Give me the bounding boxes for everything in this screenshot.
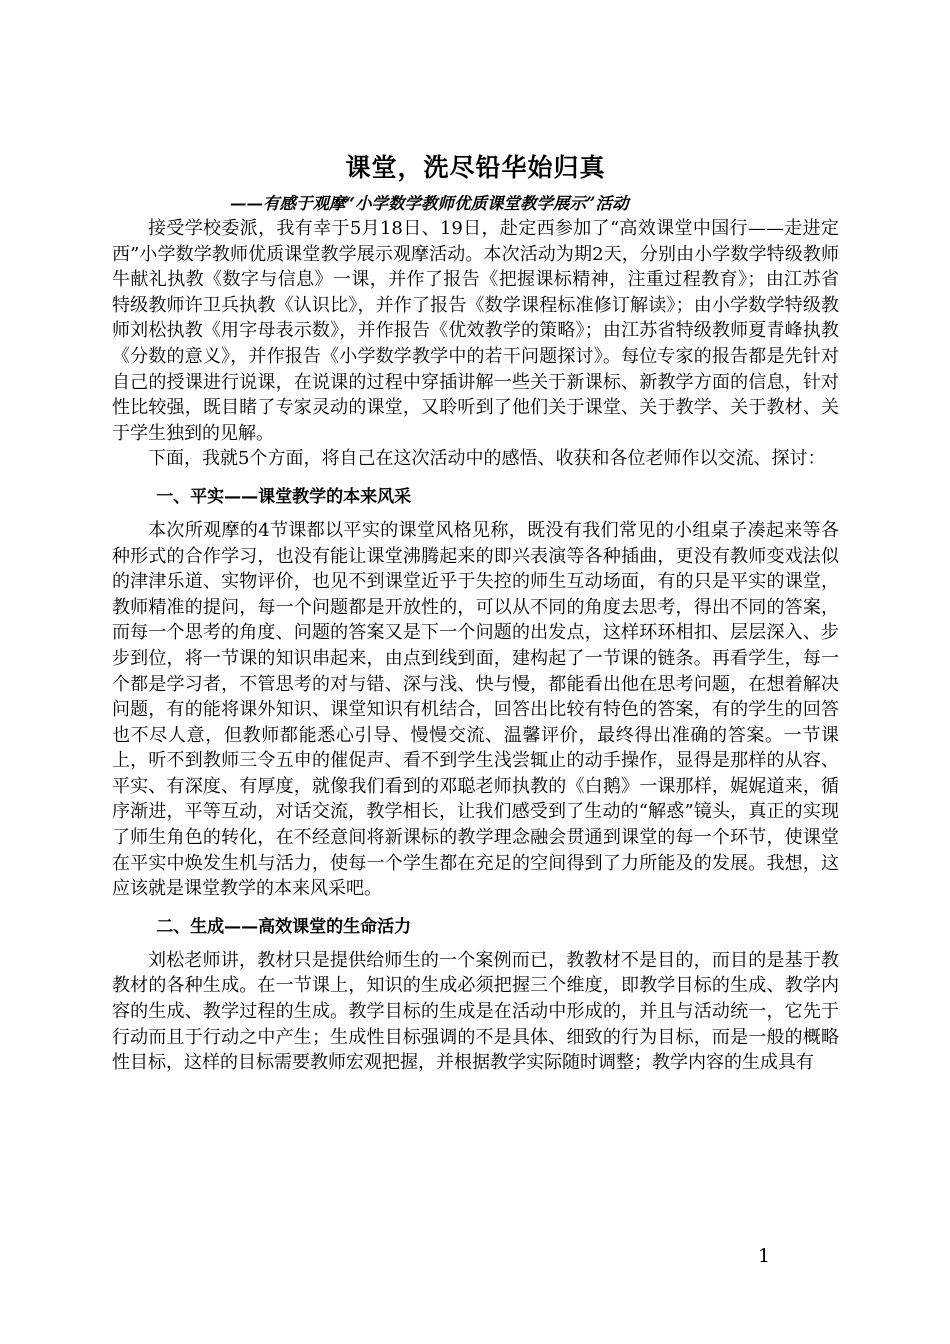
section-heading: 二、生成——高效课堂的生命活力 <box>156 916 412 937</box>
section-paragraph: 本次所观摩的4节课都以平实的课堂风格见称，既没有我们常见的小组桌子凑起来等各种形式的合作学习，也没有能让课堂沸腾起来的即兴表演等各种插曲，更没有教师变戏法似的津津乐道、实物评价，也见不到课堂近乎于失控的师生互动场面，有的只是平实的课堂，教师精准的提问，每一个问题都是开放性的，可以从不同的角度去思考，得出不同的答案，而每一个思考的角度、问题的答案又是下一个问题的出发点，这样环环相扣、层层深入、步步到位，将一节课的知识串起来，由点到线到面，建构起了一节课的链条。再看学生，每一个都是学习者，不管思考的对与错、深与浅、快与慢，都能看出他在思考问题，在想着解决问题，有的能将课外知识、课堂知识有机结合，回答出比较有特色的答案，有的学生的回答也不尽人意，但教师都能悉心引导、慢慢交流、温馨评价，最终得出准确的答案。一节课上，听不到教师三令五申的催促声、看不到学生浅尝辄止的动手操作，显得是那样的从容、平实、有深度、有厚度，就像我们看到的邓聪老师执教的《白鹅》一课那样，娓娓道来，循序渐进，平等互动，对话交流，教学相长，让我们感受到了生动的“解惑”镜头，真正的实现了师生角色的转化，在不经意间将新课标的教学理念融会贯通到课堂的每一个环节，使课堂在平实中焕发生机与活力，使每一个学生都在充足的空间得到了力所能及的发展。我想，这应该就是课堂教学的本来风采吧。 <box>112 519 839 900</box>
section-paragraph: 刘松老师讲，教材只是提供给师生的一个案例而已，教教材不是目的，而目的是基于教教材的各种生成。在一节课上，知识的生成必须把握三个维度，即教学目标的生成、教学内容的生成、教学过程的生成。教学目标的生成是在活动中形成的，并且与活动统一，它先于行动而且于行动之中产生；生成性目标强调的不是具体、细致的行为目标，而是一般的概略性目标，这样的目标需要教师宏观把握，并根据教学实际随时调整；教学内容的生成具有 <box>112 949 839 1074</box>
intro-paragraph: 下面，我就5个方面，将自己在这次活动中的感悟、收获和各位老师作以交流、探讨： <box>148 448 826 470</box>
document-title: 课堂，洗尽铅华始归真 <box>345 153 606 182</box>
section-heading: 一、平实——课堂教学的本来风采 <box>156 486 412 507</box>
intro-paragraph: 接受学校委派，我有幸于5月18日、19日，赴定西参加了“高效课堂中国行——走进定西”小学数学教师优质课堂教学展示观摩活动。本次活动为期2天，分别由小学数学特级教师牛献礼执教《数字与信息》一课，并作了报告《把握课标精神，注重过程教育》；由江苏省特级教师许卫兵执教《认识比》，并作了报告《数学课程标准修订解读》；由小学数学特级教师刘松执教《用字母表示数》，并作报告《优效教学的策略》；由江苏省特级教师夏青峰执教《分数的意义》，并作报告《小学数学教学中的若干问题探讨》。每位专家的报告都是先针对自己的授课进行说课，在说课的过程中穿插讲解一些关于新课标、新教学方面的信息，针对性比较强，既目睹了专家灵动的课堂，又聆听到了他们关于课堂、关于教学、关于教材、关于学生独到的见解。 <box>112 218 839 444</box>
page-number: 1 <box>758 1245 771 1267</box>
document-subtitle: ——有感于观摩“小学数学教师优质课堂教学展示”活动 <box>230 194 629 213</box>
document-body <box>112 150 839 1076</box>
